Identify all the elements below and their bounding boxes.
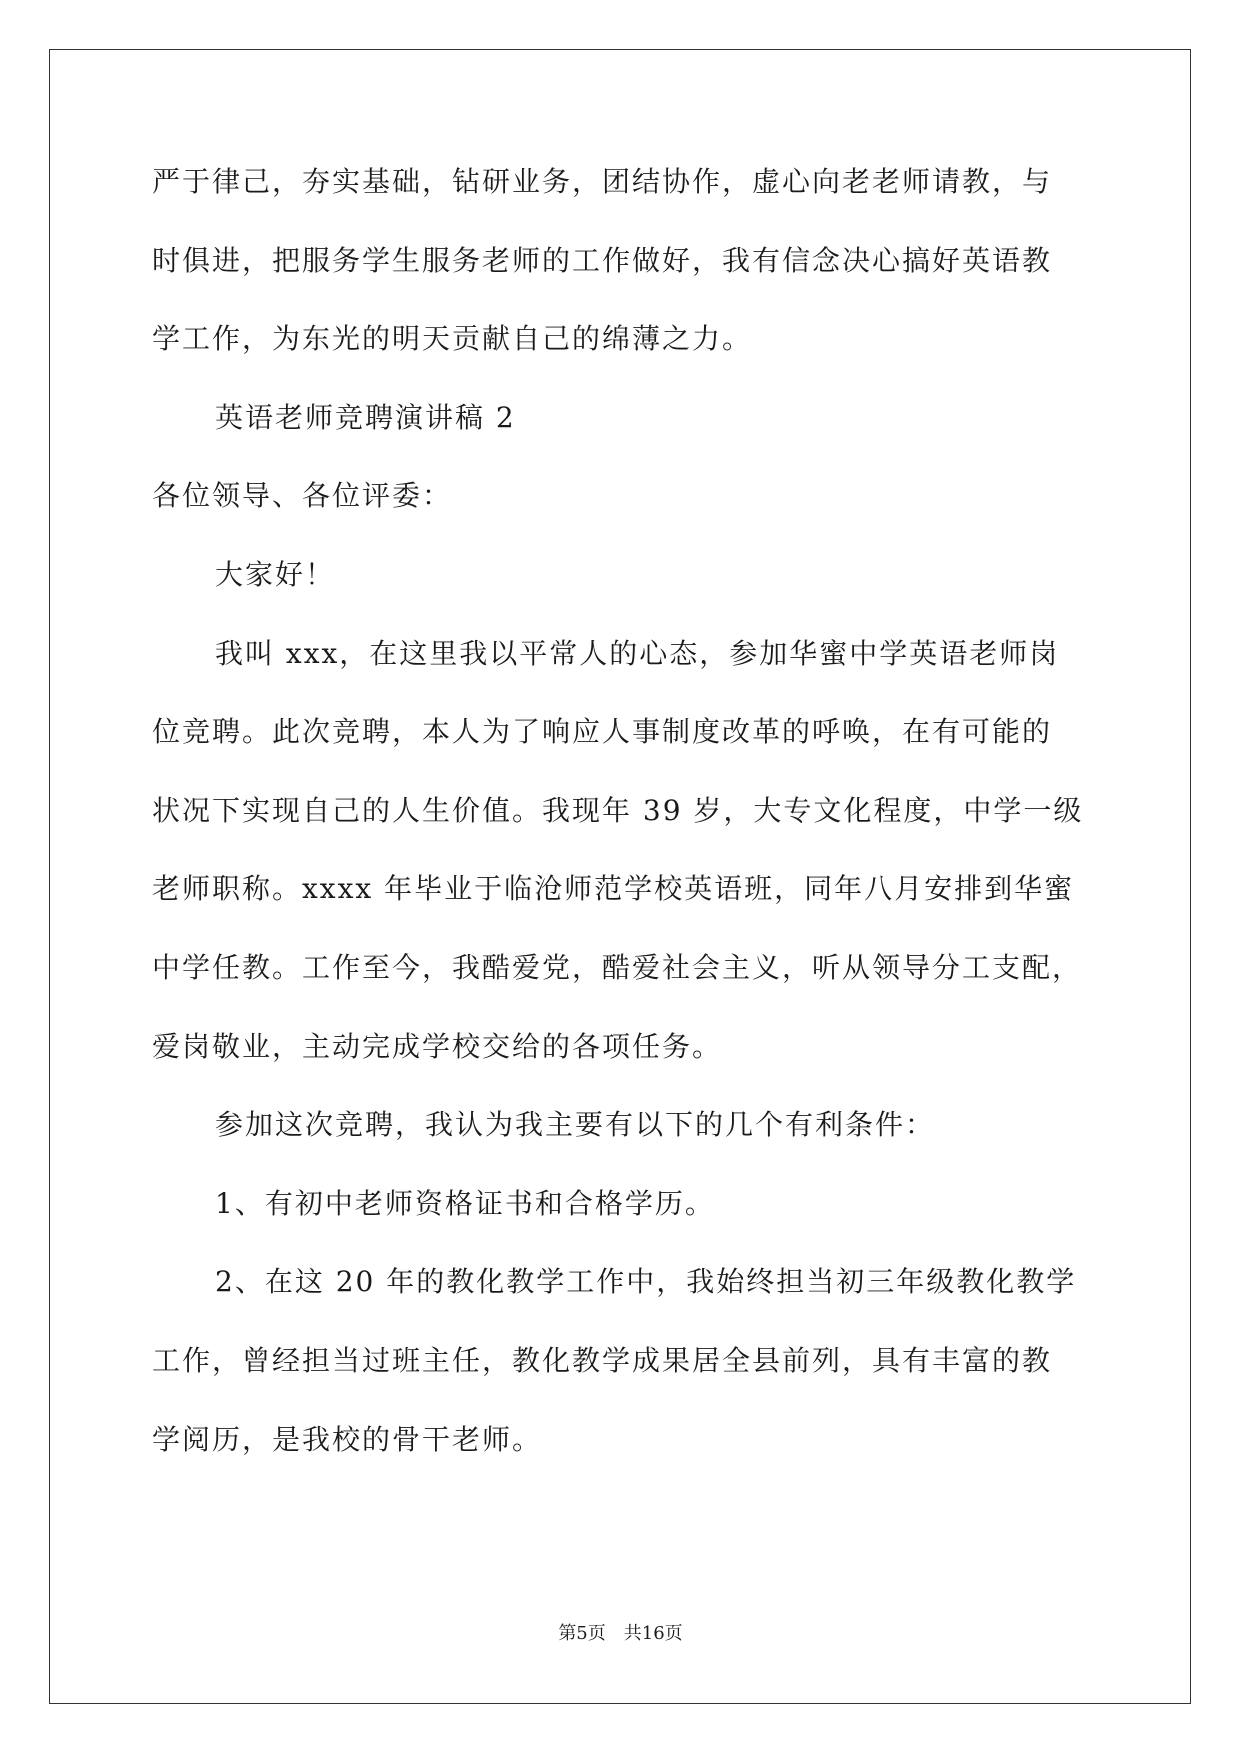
text-line-11: 中学任教。工作至今，我酷爱党，酷爱社会主义，听从领导分工支配， (152, 950, 1083, 984)
text-line-3: 学工作，为东光的明天贡献自己的绵薄之力。 (152, 322, 753, 356)
section-heading: 英语老师竞聘演讲稿 2 (215, 400, 516, 434)
list-item-2: 2、在这 20 年的教化教学工作中，我始终担当初三年级教化教学 (215, 1265, 1077, 1299)
text-line-8: 位竞聘。此次竞聘，本人为了响应人事制度改革的呼唤，在有可能的 (152, 715, 1053, 749)
document-body (152, 164, 1112, 1500)
text-line-2: 时俱进，把服务学生服务老师的工作做好，我有信念决心搞好英语教 (152, 243, 1053, 277)
text-line-1: 严于律己，夯实基础，钻研业务，团结协作，虚心向老老师请教，与 (152, 165, 1053, 198)
page-footer (0, 1623, 1241, 1645)
page-total: 共16页 (623, 1623, 683, 1644)
list-item-1: 1、有初中老师资格证书和合格学历。 (215, 1186, 715, 1220)
text-line-9: 状况下实现自己的人生价值。我现年 39 岁，大专文化程度，中学一级 (152, 793, 1084, 827)
page-number: 第5页 (558, 1623, 606, 1644)
text-line-13: 参加这次竞聘，我认为我主要有以下的几个有利条件： (215, 1108, 936, 1142)
text-line-17: 学阅历，是我校的骨干老师。 (152, 1422, 543, 1456)
greeting: 大家好！ (215, 557, 336, 591)
text-line-7: 我叫 xxx，在这里我以平常人的心态，参加华蜜中学英语老师岗 (215, 636, 1060, 670)
salutation: 各位领导、各位评委： (152, 479, 453, 513)
text-line-10: 老师职称。xxxx 年毕业于临沧师范学校英语班，同年八月安排到华蜜 (152, 872, 1075, 906)
text-line-16: 工作，曾经担当过班主任，教化教学成果居全县前列，具有丰富的教 (152, 1343, 1053, 1377)
text-line-12: 爱岗敬业，主动完成学校交给的各项任务。 (152, 1029, 723, 1063)
